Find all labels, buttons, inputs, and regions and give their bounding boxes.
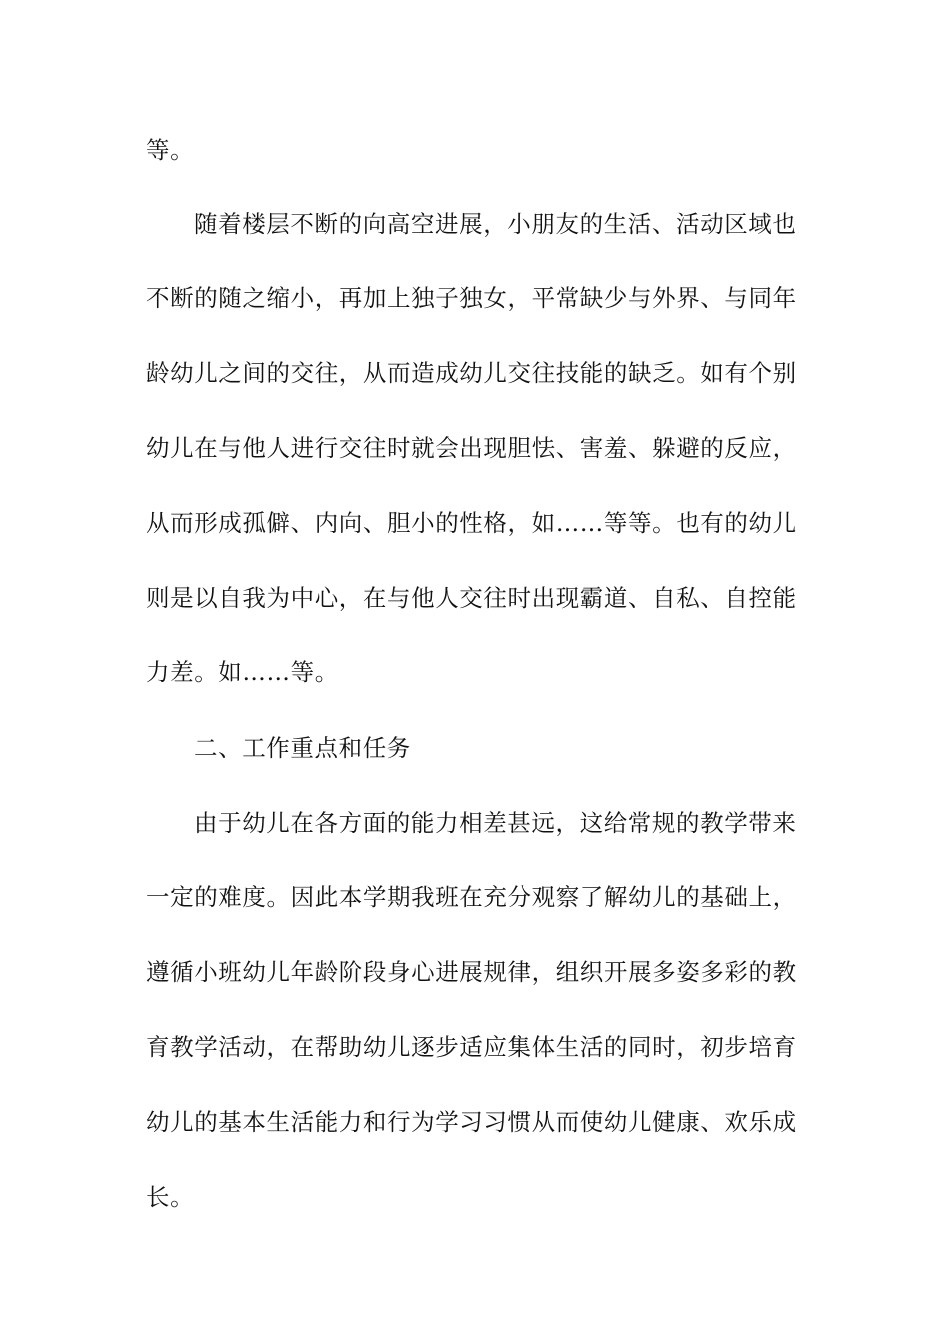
paragraph-line: 则是以自我为中心，在与他人交往时出现霸道、自私、自控能 (146, 584, 797, 612)
paragraph-line: 一定的难度。因此本学期我班在充分观察了解幼儿的基础上， (146, 883, 797, 911)
paragraph-line: 长。 (146, 1183, 195, 1211)
paragraph-line: 力差。如……等。 (146, 658, 339, 686)
paragraph-line: 龄幼儿之间的交往，从而造成幼儿交往技能的缺乏。如有个别 (146, 359, 797, 387)
paragraph-line: 等。 (146, 136, 195, 164)
paragraph-line: 随着楼层不断的向高空进展，小朋友的生活、活动区域也 (194, 210, 797, 238)
paragraph-line: 由于幼儿在各方面的能力相差甚远，这给常规的教学带来 (194, 809, 797, 837)
paragraph-line: 不断的随之缩小，再加上独子独女，平常缺少与外界、与同年 (146, 284, 797, 312)
paragraph-line: 幼儿的基本生活能力和行为学习习惯从而使幼儿健康、欢乐成 (146, 1108, 797, 1136)
paragraph-line: 育教学活动，在帮助幼儿逐步适应集体生活的同时，初步培育 (146, 1033, 797, 1061)
section-heading: 二、工作重点和任务 (194, 734, 411, 762)
paragraph-line: 幼儿在与他人进行交往时就会出现胆怯、害羞、躲避的反应， (146, 434, 797, 462)
paragraph-line: 遵循小班幼儿年龄阶段身心进展规律，组织开展多姿多彩的教 (146, 958, 797, 986)
paragraph-line: 从而形成孤僻、内向、胆小的性格，如……等等。也有的幼儿 (146, 509, 797, 537)
